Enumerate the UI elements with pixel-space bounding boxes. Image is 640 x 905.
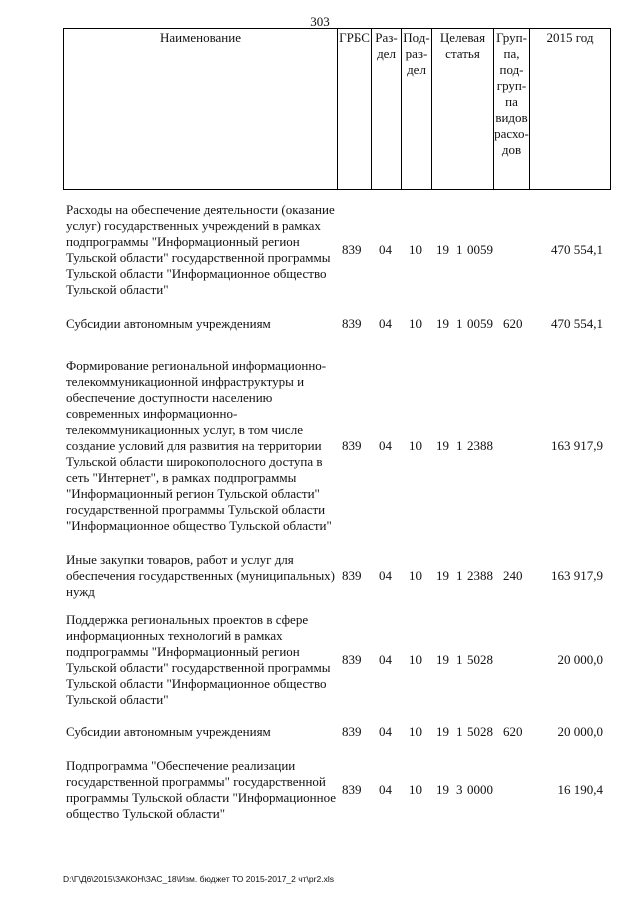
cell-target-direction: 2388 [467,438,493,453]
cell-amount-2015: 163 917,9 [551,438,603,453]
header-razdel: Раз- дел [372,29,402,189]
cell-expense-type: 620 [503,316,523,331]
cell-target-direction: 0059 [467,242,493,257]
cell-grbs: 839 [342,782,362,797]
cell-expense-type: 620 [503,724,523,739]
cell-target-subprogram: 1 [456,242,463,257]
cell-target-program: 19 [436,568,449,583]
cell-target-subprogram: 1 [456,438,463,453]
header-grbs: ГРБС [338,29,372,189]
cell-target-program: 19 [436,438,449,453]
cell-expense-type: 240 [503,568,523,583]
cell-podrazdel: 10 [409,652,422,667]
cell-razdel: 04 [379,316,392,331]
cell-podrazdel: 10 [409,782,422,797]
cell-target-subprogram: 1 [456,316,463,331]
cell-target-direction: 5028 [467,652,493,667]
cell-razdel: 04 [379,438,392,453]
file-path-footer: D:\Г\Д6\2015\ЗАКОН\ЗАС_18\Изм. бюджет ТО 2015-2017_2 чт\pr2.xls [63,874,334,884]
cell-target-program: 19 [436,724,449,739]
cell-amount-2015: 20 000,0 [557,652,603,667]
table-row [63,358,611,534]
cell-razdel: 04 [379,782,392,797]
table-row [63,758,611,822]
table-row [63,202,611,298]
table-row [63,724,611,740]
cell-target-direction: 2388 [467,568,493,583]
cell-target-direction: 0059 [467,316,493,331]
cell-amount-2015: 470 554,1 [551,316,603,331]
header-name: Наименование [64,29,338,189]
cell-podrazdel: 10 [409,242,422,257]
cell-podrazdel: 10 [409,568,422,583]
cell-amount-2015: 20 000,0 [557,724,603,739]
cell-grbs: 839 [342,242,362,257]
header-gruppa: Груп- па, под- груп- па видов расхо- дов [494,29,530,189]
cell-podrazdel: 10 [409,724,422,739]
cell-name: Субсидии автономным учреждениям [66,724,271,739]
cell-target-subprogram: 1 [456,652,463,667]
cell-name: Иные закупки товаров, работ и услуг для обеспечения государственных (муниципальных) нужд [66,552,336,599]
page-number: 303 [310,14,330,29]
cell-name: Расходы на обеспечение деятельности (оказание услуг) государственных учреждений в рамках подпрограммы "Информационный регион Тульской области" государственной программы Тульской области "Информационное общество Тульской области" [66,202,335,297]
cell-grbs: 839 [342,316,362,331]
cell-grbs: 839 [342,438,362,453]
cell-amount-2015: 163 917,9 [551,568,603,583]
cell-target-subprogram: 1 [456,568,463,583]
cell-target-program: 19 [436,652,449,667]
cell-name: Подпрограмма "Обеспечение реализации государственной программы" государственной программы Тульской области "Информационное общество Тульской области" [66,758,337,821]
table-row [63,552,611,600]
header-podrazdel: Под- раз- дел [402,29,432,189]
cell-amount-2015: 470 554,1 [551,242,603,257]
cell-name: Субсидии автономным учреждениям [66,316,271,331]
cell-target-program: 19 [436,782,449,797]
cell-grbs: 839 [342,652,362,667]
cell-target-subprogram: 3 [456,782,463,797]
cell-grbs: 839 [342,568,362,583]
cell-target-program: 19 [436,316,449,331]
header-celevaya: Целевая статья [432,29,494,189]
cell-grbs: 839 [342,724,362,739]
cell-amount-2015: 16 190,4 [557,782,603,797]
cell-razdel: 04 [379,652,392,667]
table-header [63,28,611,190]
cell-razdel: 04 [379,242,392,257]
cell-razdel: 04 [379,568,392,583]
cell-name: Поддержка региональных проектов в сфере информационных технологий в рамках подпрограммы "Информационный регион Тульской области" государственной программы Тульской области "Информационное общество Тульской области" [66,612,331,707]
table-row [63,612,611,708]
table-row [63,316,611,332]
cell-target-subprogram: 1 [456,724,463,739]
cell-razdel: 04 [379,724,392,739]
cell-podrazdel: 10 [409,438,422,453]
cell-podrazdel: 10 [409,316,422,331]
cell-target-direction: 0000 [467,782,493,797]
cell-name: Формирование региональной информационно-телекоммуникационной инфраструктуры и обеспечение доступности населению современных информационно-телекоммуникационных услуг, в том числе создание условий для развития на территории Тульской области широкополосного доступа в сеть "Интернет", в рамках подпрограммы "Информационный регион Тульской области" государственной программы Тульской области "Информационное общество Тульской области" [66,358,332,533]
header-year: 2015 год [546,30,594,45]
cell-target-program: 19 [436,242,449,257]
cell-target-direction: 5028 [467,724,493,739]
